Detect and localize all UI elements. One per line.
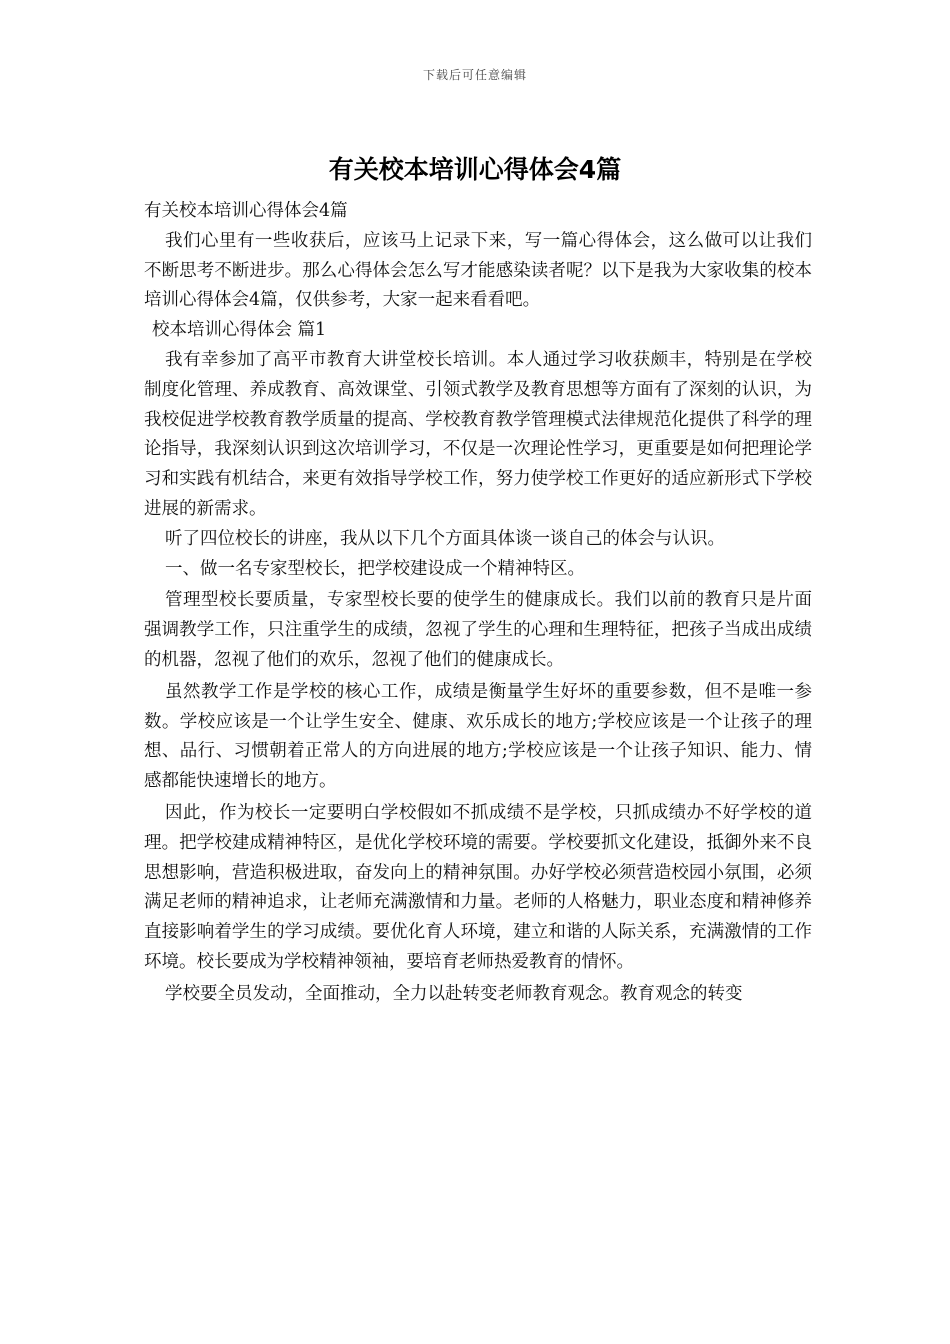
section-heading: 校本培训心得体会 篇1 — [152, 320, 327, 341]
header-note: 下载后可任意编辑 — [422, 68, 527, 82]
document-body — [144, 197, 812, 1010]
body-paragraph: 虽然教学工作是学校的核心工作，成绩是衡量学生好坏的重要参数，但不是唯一参数。学校应该是一个让学生安全、健康、欢乐成长的地方;学校应该是一个让孩子的理想、品行、习惯朝着正常人的方向进展的地方;学校应该是一个让孩子知识、能力、情感都能快速增长的地方。 — [144, 681, 812, 792]
body-paragraph: 我有幸参加了高平市教育大讲堂校长培训。本人通过学习收获颇丰，特别是在学校制度化管理、养成教育、高效课堂、引领式教学及教育思想等方面有了深刻的认识，为我校促进学校教育教学质量的提高、学校教育教学管理模式法律规范化提供了科学的理论指导，我深刻认识到这次培训学习，不仅是一次理论性学习，更重要是如何把理论学习和实践有机结合，来更有效指导学校工作，努力使学校工作更好的适应新形式下学校进展的新需求。 — [144, 349, 812, 519]
body-paragraph: 听了四位校长的讲座，我从以下几个方面具体谈一谈自己的体会与认识。 — [165, 528, 725, 549]
point-heading: 一、做一名专家型校长，把学校建设成一个精神特区。 — [165, 558, 585, 579]
page-title: 有关校本培训心得体会4篇 — [328, 155, 622, 184]
body-paragraph: 因此，作为校长一定要明白学校假如不抓成绩不是学校，只抓成绩办不好学校的道理。把学校建成精神特区，是优化学校环境的需要。学校要抓文化建设，抵御外来不良思想影响，营造积极进取，奋发向上的精神氛围。办好学校必须营造校园小氛围，必须满足老师的精神追求，让老师充满激情和力量。老师的人格魅力，职业态度和精神修养直接影响着学生的学习成绩。要优化育人环境，建立和谐的人际关系，充满激情的工作环境。校长要成为学校精神领袖，要培育老师热爱教育的情怀。 — [144, 802, 812, 972]
doc-subtitle: 有关校本培训心得体会4篇 — [144, 201, 348, 221]
body-paragraph: 学校要全员发动，全面推动，全力以赴转变老师教育观念。教育观念的转变 — [165, 983, 743, 1004]
body-paragraph: 管理型校长要质量，专家型校长要的使学生的健康成长。我们以前的教育只是片面强调教学工作，只注重学生的成绩，忽视了学生的心理和生理特征，把孩子当成出成绩的机器，忽视了他们的欢乐，忽视了他们的健康成长。 — [144, 590, 812, 670]
intro-paragraph: 我们心里有一些收获后，应该马上记录下来，写一篇心得体会，这么做可以让我们不断思考不断进步。那么心得体会怎么写才能感染读者呢？以下是我为大家收集的校本培训心得体会4篇，仅供参考，大家一起来看看吧。 — [144, 230, 812, 311]
